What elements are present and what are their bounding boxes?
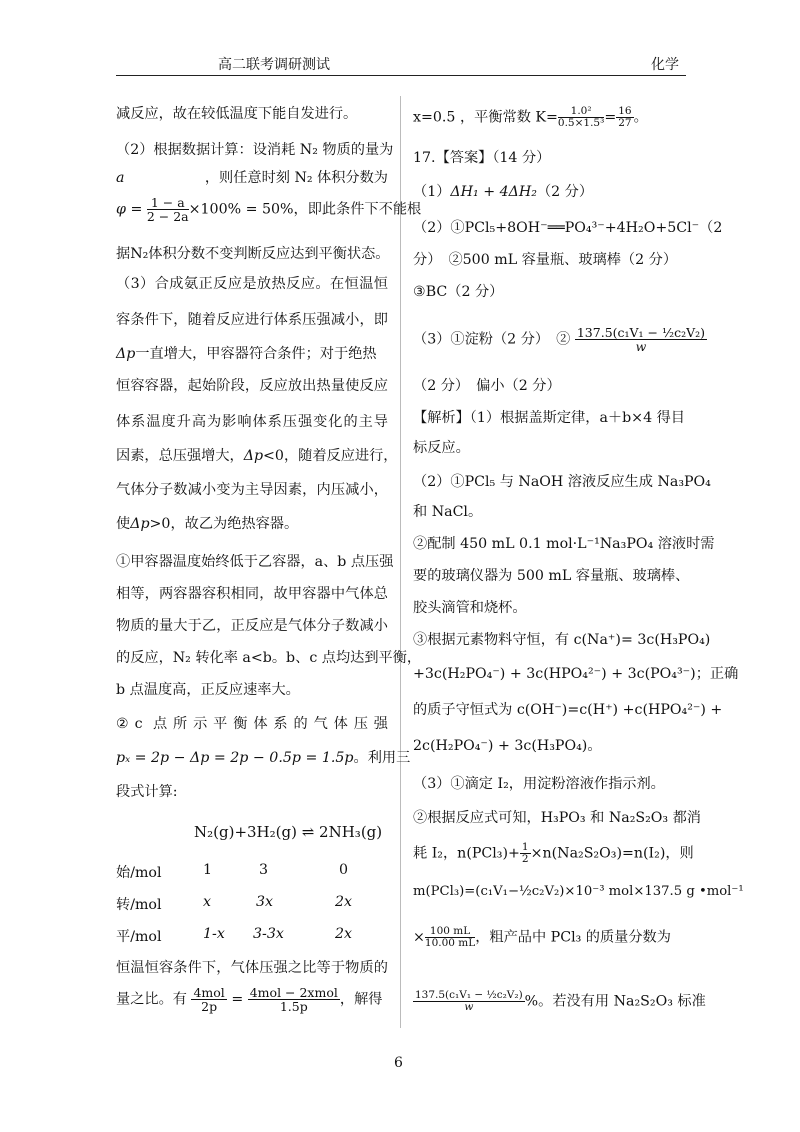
- text-fragment: ，粗产品中 PCl₃ 的质量分数为: [475, 929, 671, 946]
- text-line: （2 分） 偏小（2 分）: [413, 378, 561, 394]
- text-line: （2）①PCl₅ 与 NaOH 溶液反应生成 Na₃PO₄: [413, 474, 711, 490]
- text-line: 减反应，故在较低温度下能自发进行。: [116, 106, 358, 122]
- text-line: ①甲容器温度始终低于乙容器，a、b 点压强: [116, 554, 394, 570]
- k-fraction: [616, 106, 633, 129]
- page-number: 6: [394, 1055, 403, 1071]
- text-fragment: 因素，总压强增大，: [116, 448, 244, 464]
- text-fragment: 量之比。有: [116, 991, 187, 1008]
- text-line: 相等，两容器容积相同，故甲容器中气体总: [116, 586, 388, 602]
- ice-cell: 1-x: [203, 926, 225, 942]
- header-rule: [116, 75, 686, 76]
- text-line: 【解析】（1）根据盖斯定律，a＋b×4 得目: [413, 410, 685, 426]
- text-line: 据N₂体积分数不变判断反应达到平衡状态。: [116, 246, 390, 262]
- delta-p: Δp: [116, 346, 136, 362]
- text-fragment: （2 分）: [536, 184, 594, 200]
- fraction-numerator: 1.0²: [558, 106, 604, 118]
- text-line: 恒温恒容条件下，气体压强之比等于物质的: [116, 960, 388, 976]
- fraction-denominator: w: [464, 1001, 474, 1014]
- text-fragment: >0，故乙为绝热容器。: [149, 516, 299, 532]
- text-line: [413, 664, 738, 684]
- text-line: m(PCl₃)=(c₁V₁−½c₂V₂)×10⁻³ mol×137.5 g •mol⁻¹: [413, 884, 744, 899]
- reaction-equation: N₂(g)+3H₂(g) ⇌ 2NH₃(g): [194, 823, 383, 841]
- ice-cell: 2x: [335, 926, 353, 942]
- ice-cell: x: [203, 894, 212, 910]
- text-fragment: +3c(H₂PO₄⁻) + 3c(HPO₄²⁻) + 3c(PO₄³⁻): [413, 666, 696, 682]
- text-line: 体系温度升高为影响体系压强变化的主导: [116, 414, 388, 430]
- fraction-denominator: 27: [618, 117, 632, 130]
- enthalpy-expression: ΔH₁ + 4ΔH₂: [450, 184, 537, 200]
- text-line: b 点温度高，正反应速率大。: [116, 682, 300, 698]
- text-line: （3）合成氨正反应是放热反应。在恒温恒: [116, 276, 388, 292]
- text-line: 的质子守恒式为 c(OH⁻)=c(H⁺) +c(HPO₄²⁻) +: [413, 702, 723, 718]
- text-line: [413, 106, 648, 129]
- header-right: 化学: [651, 57, 679, 73]
- text-fragment: ；正确: [695, 666, 739, 682]
- text-fragment: 。利用三: [353, 750, 411, 766]
- text-line: ②c 点所示平衡体系的气体压强: [116, 716, 388, 732]
- ice-label: 转/mol: [116, 897, 162, 913]
- ice-label: 平/mol: [116, 929, 162, 945]
- phi-formula: φ = $\frac{1 - a}{2 - 2a}$ ×100% = 50%，即此条件下不能根: [116, 195, 422, 225]
- text-line: [413, 990, 706, 1013]
- text-fragment: ，则任意时刻 N₂ 体积分数为: [204, 170, 388, 186]
- text-line: 和 NaCl。: [413, 504, 483, 520]
- text-fragment: 一直增大，甲容器符合条件；对于绝热: [135, 346, 377, 362]
- fraction-denominator: 10.00 mL: [424, 937, 476, 950]
- text-line: 标反应。: [413, 440, 470, 456]
- answer-fraction: [575, 326, 707, 353]
- text-line: ③BC（2 分）: [413, 284, 504, 300]
- fraction-denominator: 2p: [201, 999, 218, 1015]
- phi-fraction: [147, 196, 189, 223]
- text-line: 2c(H₂PO₄⁻) + 3c(H₃PO₄)。: [413, 738, 602, 754]
- text-fragment: x=0.5 ，平衡常数 K=: [413, 109, 558, 126]
- text-line: 要的玻璃仪器为 500 mL 容量瓶、玻璃棒、: [413, 568, 690, 584]
- text-line: [116, 446, 397, 466]
- equals-sign: =: [604, 109, 617, 126]
- text-line: （3）①滴定 I₂，用淀粉溶液作指示剂。: [413, 776, 665, 792]
- delta-p: Δp: [243, 448, 264, 464]
- text-fragment: %。若没有用 Na₂S₂O₃ 标准: [524, 993, 706, 1010]
- fraction-denominator: 1.5p: [279, 999, 308, 1015]
- text-line: [116, 748, 410, 768]
- text-fragment: 耗 I₂，n(PCl₃)+: [413, 845, 520, 862]
- fraction-numerator: 137.5(c₁V₁ − ½c₂V₂): [576, 325, 706, 340]
- delta-p: Δp: [130, 516, 150, 532]
- text-line: [413, 926, 671, 949]
- text-line: 段式计算:: [116, 784, 178, 800]
- fraction-numerator: 100 mL: [425, 926, 475, 938]
- ice-cell: 2x: [335, 894, 353, 910]
- ice-cell: 3-3x: [253, 926, 284, 942]
- text-line: [116, 168, 388, 188]
- text-line: [116, 514, 298, 534]
- fraction-numerator: 4mol − 2xmol: [249, 985, 338, 1000]
- volume-fraction: [425, 926, 475, 949]
- text-line: ②配制 450 mL 0.1 mol·L⁻¹Na₃PO₄ 溶液时需: [413, 536, 715, 552]
- fraction-numerator: 16: [618, 105, 632, 117]
- text-fragment: 使: [116, 516, 131, 532]
- column-divider: [400, 96, 401, 1028]
- text-line: 恒容容器，起始阶段，反应放出热量使反应: [116, 378, 388, 394]
- text-line: ②根据反应式可知，H₃PO₃ 和 Na₂S₂O₃ 都消: [413, 810, 701, 826]
- fraction-numerator: 137.5(c₁V₁ − ½c₂V₂): [415, 989, 523, 1001]
- text-fragment: ×: [413, 929, 425, 946]
- text-fragment: ，即此条件下不能根: [293, 201, 422, 218]
- text-line: （2）①PCl₅+8OH⁻══PO₄³⁻+4H₂O+5Cl⁻（2: [413, 220, 723, 236]
- half-fraction: [520, 842, 531, 865]
- text-line: 分） ②500 mL 容量瓶、玻璃棒（2 分）: [413, 252, 678, 268]
- ratio-fraction: [248, 986, 340, 1013]
- text-fragment: ，解得: [339, 991, 383, 1008]
- equals-sign: =: [231, 991, 244, 1008]
- ice-cell: 3: [259, 862, 269, 878]
- text-line: 容条件下，随着反应进行体系压强减小，即: [116, 312, 388, 328]
- ratio-fraction: [191, 986, 226, 1013]
- text-line: [413, 182, 593, 202]
- text-line: 气体分子数减小变为主导因素，内压减小，: [116, 482, 388, 498]
- fraction-numerator: 1: [521, 841, 529, 853]
- text-line: 的反应，N₂ 转化率 a<b。b、c 点均达到平衡，: [116, 650, 422, 666]
- fraction-denominator: w: [635, 339, 647, 355]
- fraction-numerator: 4mol: [193, 985, 225, 1000]
- ice-label: 始/mol: [116, 865, 162, 881]
- fraction-denominator: 2: [521, 853, 529, 866]
- fraction-denominator: 0.5×1.5³: [557, 117, 605, 130]
- ice-cell: 0: [339, 862, 349, 878]
- phi-denominator: 2 − 2a: [146, 209, 189, 225]
- text-line: [413, 842, 694, 865]
- answer-heading: 17.【答案】（14 分）: [413, 150, 551, 166]
- phi-numerator: 1 − a: [147, 196, 189, 210]
- text-line: ③根据元素物料守恒，有 c(Na⁺)= 3c(H₃PO₄): [413, 632, 711, 648]
- mass-fraction: [413, 990, 525, 1013]
- text-line: [116, 986, 382, 1013]
- pressure-equation: pₓ = 2p − Δp = 2p − 0.5p = 1.5p: [116, 750, 354, 766]
- text-line: 物质的量大于乙，正反应是气体分子数减小: [116, 618, 388, 634]
- text-line: [116, 344, 377, 364]
- text-line: （2）根据数据计算：设消耗 N₂ 物质的量为: [116, 142, 394, 158]
- text-line: 胶头滴管和烧杯。: [413, 600, 527, 616]
- phi-tail: ×100% = 50%: [188, 201, 294, 218]
- ice-cell: 3x: [256, 894, 274, 910]
- text-fragment: ×n(Na₂S₂O₃)=n(I₂)，则: [530, 845, 694, 862]
- text-fragment: （1）: [413, 184, 451, 200]
- text-line: [413, 326, 707, 353]
- k-fraction: [558, 106, 604, 129]
- text-fragment: 。: [633, 109, 648, 126]
- phi-symbol: φ: [116, 201, 126, 218]
- text-fragment: （3）①淀粉（2 分） ②: [413, 331, 571, 348]
- header-left: 高二联考调研测试: [218, 57, 330, 73]
- ice-cell: 1: [203, 862, 213, 878]
- text-fragment: <0，随着反应进行，: [263, 448, 398, 464]
- variable-a: a: [116, 170, 125, 186]
